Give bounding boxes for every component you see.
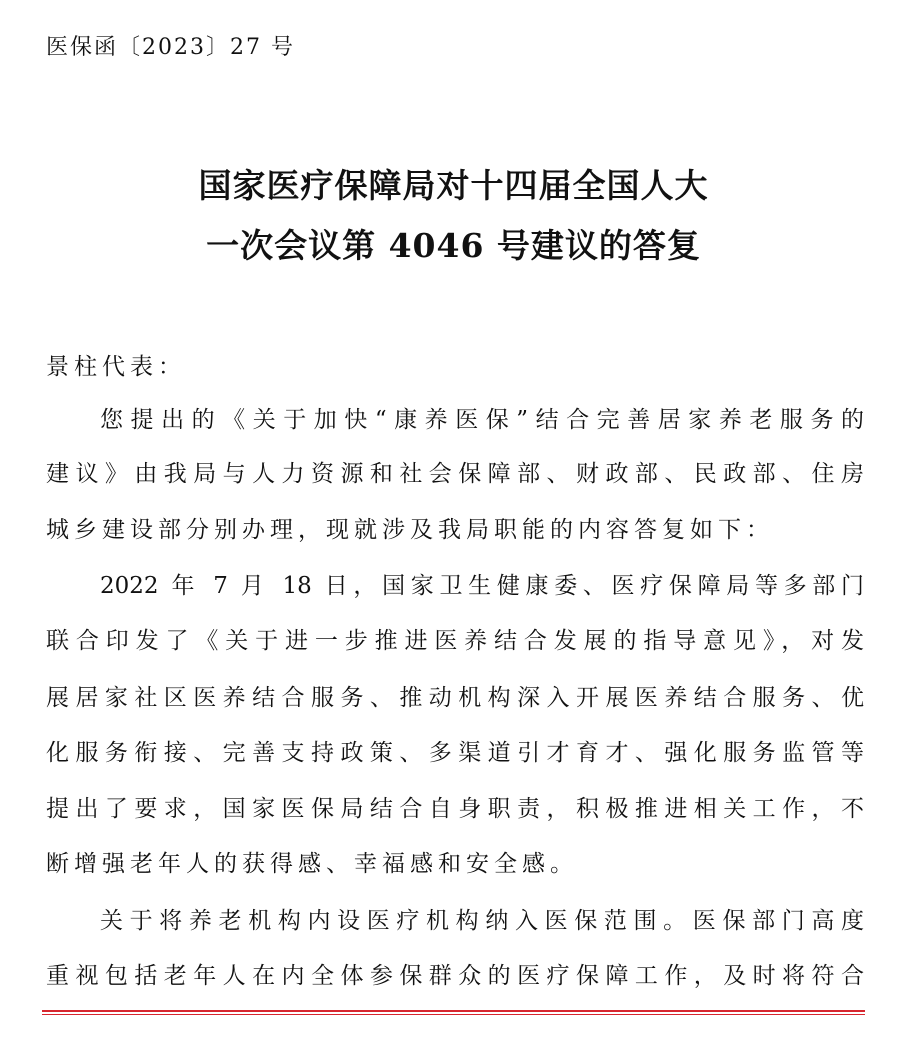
body-line: 建议》由我局与人力资源和社会保障部、财政部、民政部、住房 — [46, 461, 864, 487]
body-line: 重视包括老年人在内全体参保群众的医疗保障工作，及时将符合 — [46, 963, 864, 989]
salutation: 景柱代表： — [46, 354, 186, 380]
document-title-line-2: 一次会议第 4046 号建议的答复 — [206, 226, 701, 265]
body-line: 2022 年 7 月 18 日，国家卫生健康委、医疗保障局等多部门 — [100, 573, 864, 599]
body-line: 关于将养老机构内设医疗机构纳入医保范围。医保部门高度 — [100, 908, 864, 934]
body-line: 提出了要求，国家医保局结合自身职责，积极推进相关工作，不 — [46, 796, 864, 822]
bottom-red-rule — [42, 1010, 865, 1015]
document-title-line-1: 国家医疗保障局对十四届全国人大 — [198, 166, 709, 205]
document-number: 医保函〔2023〕27 号 — [46, 35, 295, 60]
body-line: 化服务衔接、完善支持政策、多渠道引才育才、强化服务监管等 — [46, 740, 864, 766]
body-line: 联合印发了《关于进一步推进医养结合发展的指导意见》，对发 — [46, 628, 864, 654]
body-line: 城乡建设部分别办理，现就涉及我局职能的内容答复如下： — [46, 517, 774, 543]
body-line: 展居家社区医养结合服务、推动机构深入开展医养结合服务、优 — [46, 685, 864, 711]
body-line: 您提出的《关于加快“康养医保”结合完善居家养老服务的 — [100, 407, 864, 433]
body-line: 断增强老年人的获得感、幸福感和安全感。 — [46, 851, 578, 877]
